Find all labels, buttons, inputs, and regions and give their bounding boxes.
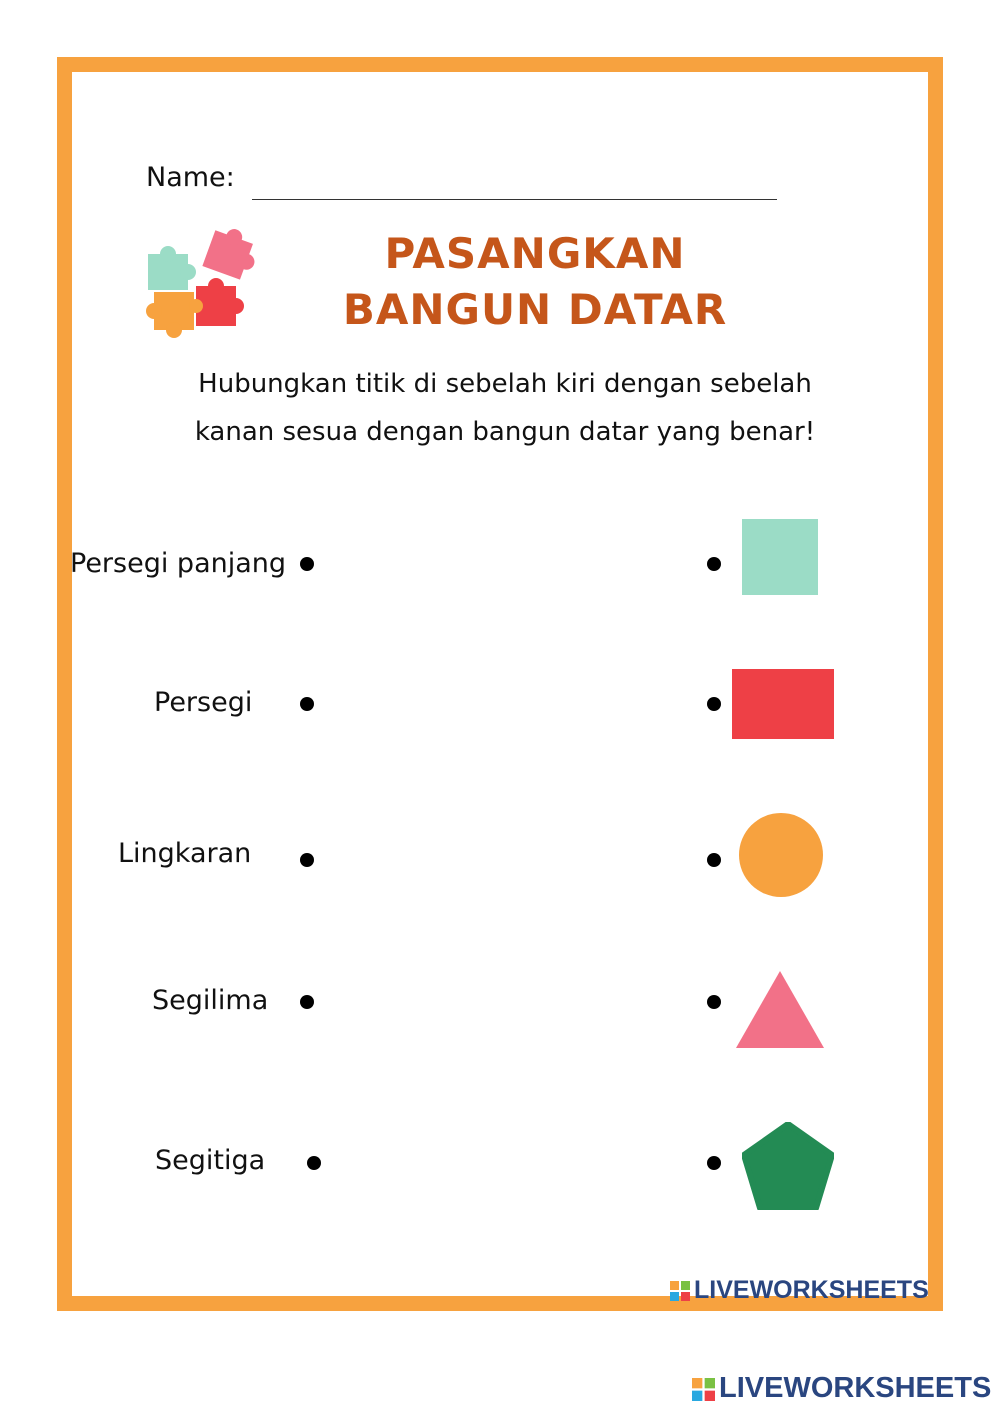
left-dot-2[interactable] bbox=[300, 697, 314, 711]
triangle-icon bbox=[735, 970, 825, 1050]
liveworksheets-logo-outer bbox=[692, 1372, 991, 1405]
title-line-2: BANGUN DATAR bbox=[342, 285, 728, 334]
label-segilima: Segilima bbox=[152, 985, 269, 1016]
right-dot-4[interactable] bbox=[707, 995, 721, 1009]
rectangle-icon bbox=[732, 669, 834, 739]
instruction-text bbox=[150, 360, 860, 456]
label-persegi: Persegi bbox=[154, 687, 253, 718]
puzzle-piece-teal bbox=[148, 246, 196, 290]
instruction-line-1: Hubungkan titik di sebelah kiri dengan sebelah bbox=[198, 369, 812, 399]
circle-icon bbox=[738, 812, 824, 898]
right-dot-1[interactable] bbox=[707, 557, 721, 571]
puzzle-piece-pink bbox=[202, 223, 263, 283]
liveworksheets-logo-inner bbox=[670, 1276, 929, 1305]
puzzle-piece-orange bbox=[146, 292, 194, 338]
worksheet-title bbox=[300, 226, 770, 338]
liveworksheets-mark-icon bbox=[692, 1378, 715, 1401]
right-dot-2[interactable] bbox=[707, 697, 721, 711]
right-dot-3[interactable] bbox=[707, 853, 721, 867]
title-line-1: PASANGKAN bbox=[384, 229, 686, 278]
left-dot-5[interactable] bbox=[307, 1156, 321, 1170]
liveworksheets-mark-icon bbox=[670, 1281, 690, 1301]
name-input-line[interactable] bbox=[252, 199, 777, 200]
label-lingkaran: Lingkaran bbox=[118, 838, 252, 869]
label-segitiga: Segitiga bbox=[155, 1145, 266, 1176]
square-icon bbox=[742, 519, 818, 595]
puzzle-piece-red bbox=[189, 278, 244, 326]
pentagon-icon bbox=[742, 1122, 834, 1210]
instruction-line-2: kanan sesua dengan bangun datar yang benar! bbox=[194, 417, 816, 447]
left-dot-4[interactable] bbox=[300, 995, 314, 1009]
label-persegi-panjang: Persegi panjang bbox=[70, 548, 287, 579]
name-label: Name: bbox=[146, 162, 235, 193]
liveworksheets-text-outer: LIVEWORKSHEETS bbox=[719, 1372, 992, 1404]
right-dot-5[interactable] bbox=[707, 1156, 721, 1170]
puzzle-pieces-icon bbox=[140, 222, 265, 342]
left-dot-1[interactable] bbox=[300, 557, 314, 571]
left-dot-3[interactable] bbox=[300, 853, 314, 867]
liveworksheets-text-inner: LIVEWORKSHEETS bbox=[694, 1276, 929, 1304]
